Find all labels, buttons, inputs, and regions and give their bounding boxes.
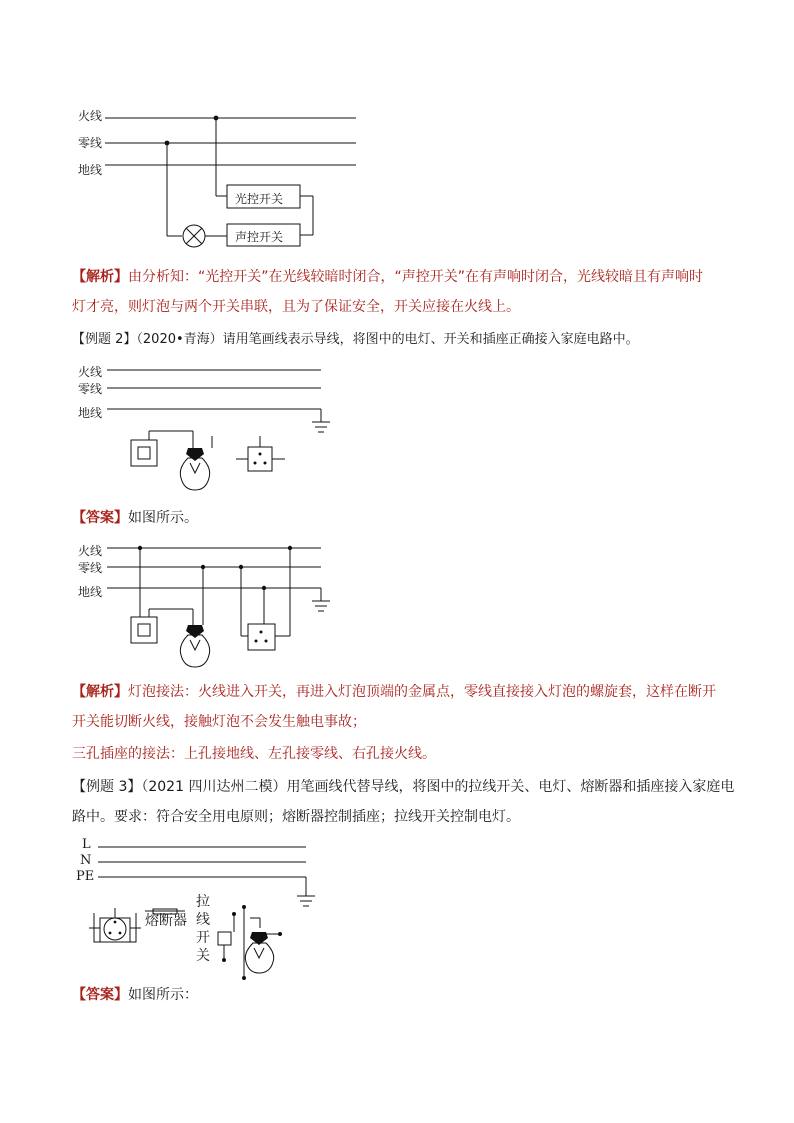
pull-switch-label [195, 893, 211, 965]
sound-switch-label: 声控开关 [235, 230, 284, 244]
live-wire-label: 火线 [78, 365, 103, 379]
analysis-2-line-2: 开关能切断火线，接触灯泡不会发生触电事故； [72, 714, 366, 730]
pull-switch-char: 关 [196, 948, 210, 964]
answer-2-text: 如图所示。 [128, 510, 198, 526]
junction-dot [201, 565, 205, 569]
live-wire-label: 火线 [78, 109, 103, 123]
answer-3-text: 如图所示： [128, 987, 198, 1003]
example-2-tag: 【例题 2】 [72, 332, 137, 347]
analysis-1-line-1 [72, 262, 703, 292]
neutral-wire-label: 零线 [78, 136, 103, 150]
junction-dot [138, 546, 142, 550]
junction-dot [239, 565, 243, 569]
pull-switch-box [218, 932, 231, 945]
analysis-tag: 【解析】 [72, 269, 128, 285]
analysis-2-line-1 [72, 677, 716, 707]
analysis-1-text: 由分析知：“光控开关”在光线较暗时闭合，“声控开关”在有声响时闭合，光线较暗且有声响时 [128, 269, 704, 285]
junction-dot [262, 586, 266, 590]
L-wire-label: L [82, 837, 91, 852]
ground-wire-label: 地线 [78, 585, 103, 599]
neutral-wire-label: 零线 [78, 382, 103, 396]
pull-switch-char: 拉 [196, 894, 210, 910]
bulb-base [186, 625, 204, 638]
fuse-label: 熔断器 [145, 913, 187, 929]
example-2-text: （2020•青海）请用笔画线表示导线，将图中的电灯、开关和插座正确接入家庭电路中。 [136, 332, 639, 347]
junction-dot [165, 141, 170, 146]
PE-wire-label: PE [76, 869, 95, 884]
switch-box [131, 440, 157, 466]
switch-box [131, 617, 157, 643]
analysis-1-line-2: 灯才亮，则灯泡与两个开关串联，且为了保证安全，开关应接在火线上。 [72, 299, 520, 315]
example-3-text: （2021 四川达州二模）用笔画线代替导线，将图中的拉线开关、电灯、熔断器和插座接入家庭电 [141, 779, 735, 795]
junction-dot [288, 546, 292, 550]
N-wire-label: N [80, 853, 92, 868]
junction-dot [214, 116, 219, 121]
socket-box [248, 447, 272, 471]
bulb-base [186, 448, 204, 461]
analysis-2-line-3: 三孔插座的接法：上孔接地线、左孔接零线、右孔接火线。 [72, 746, 436, 762]
example-3-line-1 [72, 772, 734, 802]
answer-tag: 【答案】 [72, 510, 128, 526]
figure-4-wiring [0, 830, 794, 990]
example-3-line-2: 路中。要求：符合安全用电原则；熔断器控制插座；拉线开关控制电灯。 [72, 809, 520, 825]
live-wire-label: 火线 [78, 544, 103, 558]
example-3-tag: 【例题 3】 [72, 779, 142, 795]
analysis-2-text: 灯泡接法：火线进入开关，再进入灯泡顶端的金属点，零线直接接入灯泡的螺旋套，这样在断开 [128, 684, 716, 700]
pull-switch-char: 线 [196, 912, 210, 928]
ground-wire-label: 地线 [78, 163, 103, 177]
answer-tag: 【答案】 [72, 987, 128, 1003]
neutral-wire-label: 零线 [78, 561, 103, 575]
figure-1-wiring [0, 0, 794, 260]
light-switch-label: 光控开关 [235, 192, 284, 206]
socket-box [248, 624, 275, 650]
answer-3 [72, 980, 198, 1010]
pull-switch-char: 开 [196, 930, 210, 946]
analysis-tag: 【解析】 [72, 684, 128, 700]
ground-wire-label: 地线 [78, 406, 103, 420]
